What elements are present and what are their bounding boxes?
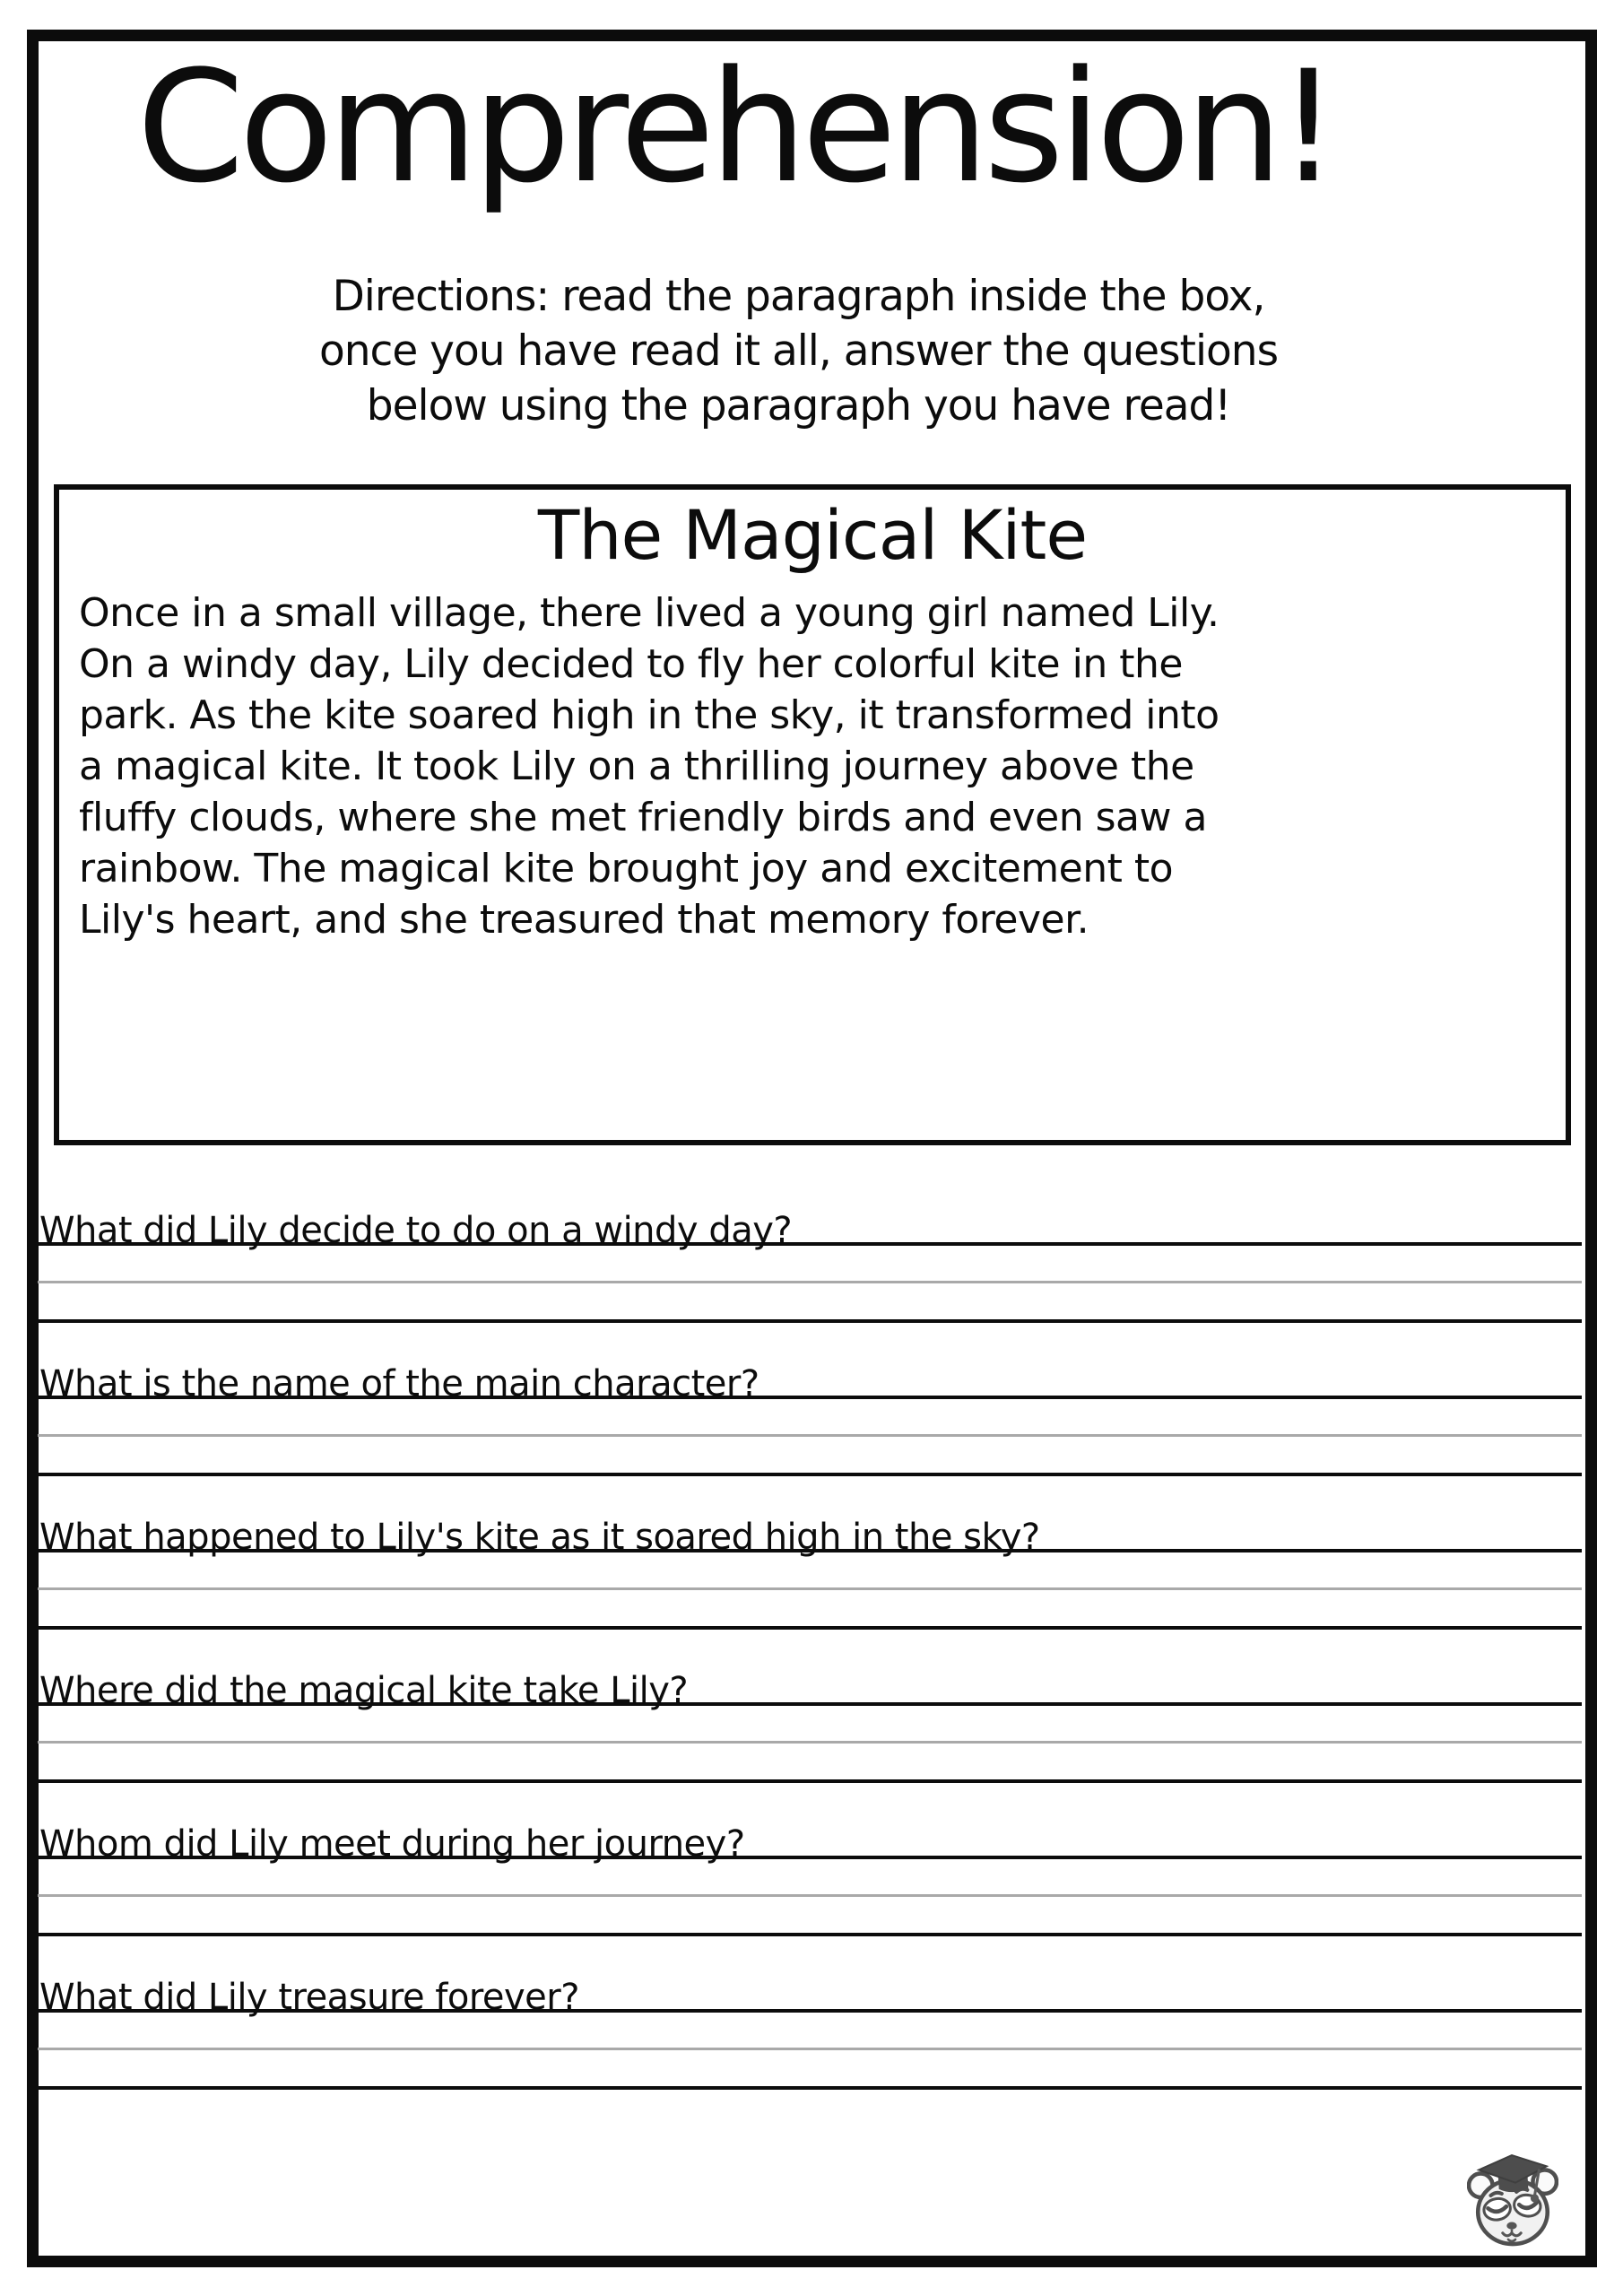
question-block-1 — [38, 1190, 1582, 1323]
question-text-line — [38, 1650, 1582, 1711]
question-text: What did Lily treasure forever? — [39, 1977, 579, 2018]
answer-line — [38, 1744, 1582, 1783]
story-line: park. As the kite soared high in the sky, it transformed into — [79, 692, 1219, 738]
question-text: What happened to Lily's kite as it soared high in the sky? — [39, 1517, 1040, 1558]
question-text-line — [38, 1497, 1582, 1558]
question-text-line — [38, 1190, 1582, 1251]
answer-line — [38, 1246, 1582, 1283]
directions-line: once you have read it all, answer the questions — [318, 326, 1279, 376]
answer-line — [38, 2013, 1582, 2050]
answer-line — [38, 1283, 1582, 1323]
directions-text — [27, 269, 1570, 433]
answer-line — [38, 1897, 1582, 1936]
directions-line: below using the paragraph you have read! — [366, 381, 1231, 430]
answer-line — [38, 2050, 1582, 2090]
answer-line — [38, 1859, 1582, 1897]
question-block-3 — [38, 1497, 1582, 1630]
question-text-line — [38, 1344, 1582, 1405]
question-text: Where did the magical kite take Lily? — [39, 1670, 689, 1711]
question-block-6 — [38, 1957, 1582, 2090]
answer-line — [38, 1399, 1582, 1437]
question-text-line — [38, 1804, 1582, 1865]
story-line: a magical kite. It took Lily on a thrilling journey above the — [79, 744, 1194, 789]
story-line: Once in a small village, there lived a young girl named Lily. — [79, 590, 1219, 636]
story-line: Lily's heart, and she treasured that memory forever. — [79, 897, 1089, 943]
question-text: What did Lily decide to do on a windy day? — [39, 1210, 793, 1251]
answer-line — [38, 1590, 1582, 1630]
answer-line — [38, 1706, 1582, 1744]
directions-line: Directions: read the paragraph inside the box, — [332, 272, 1265, 321]
story-line: fluffy clouds, where she met friendly birds and even saw a — [79, 795, 1207, 840]
panda-graduate-icon — [1467, 2147, 1558, 2248]
worksheet-title: Comprehension! — [136, 37, 1334, 217]
story-paragraph — [79, 587, 1546, 945]
question-block-5 — [38, 1804, 1582, 1936]
question-block-4 — [38, 1650, 1582, 1783]
answer-line — [38, 1552, 1582, 1590]
story-line: On a windy day, Lily decided to fly her colorful kite in the — [79, 641, 1183, 687]
answer-line — [38, 1437, 1582, 1476]
story-box — [54, 484, 1571, 1145]
story-line: rainbow. The magical kite brought joy and excitement to — [79, 846, 1173, 891]
question-text-line — [38, 1957, 1582, 2018]
story-title: The Magical Kite — [537, 495, 1088, 575]
question-text: Whom did Lily meet during her journey? — [39, 1823, 745, 1865]
question-text: What is the name of the main character? — [39, 1363, 759, 1405]
question-block-2 — [38, 1344, 1582, 1476]
